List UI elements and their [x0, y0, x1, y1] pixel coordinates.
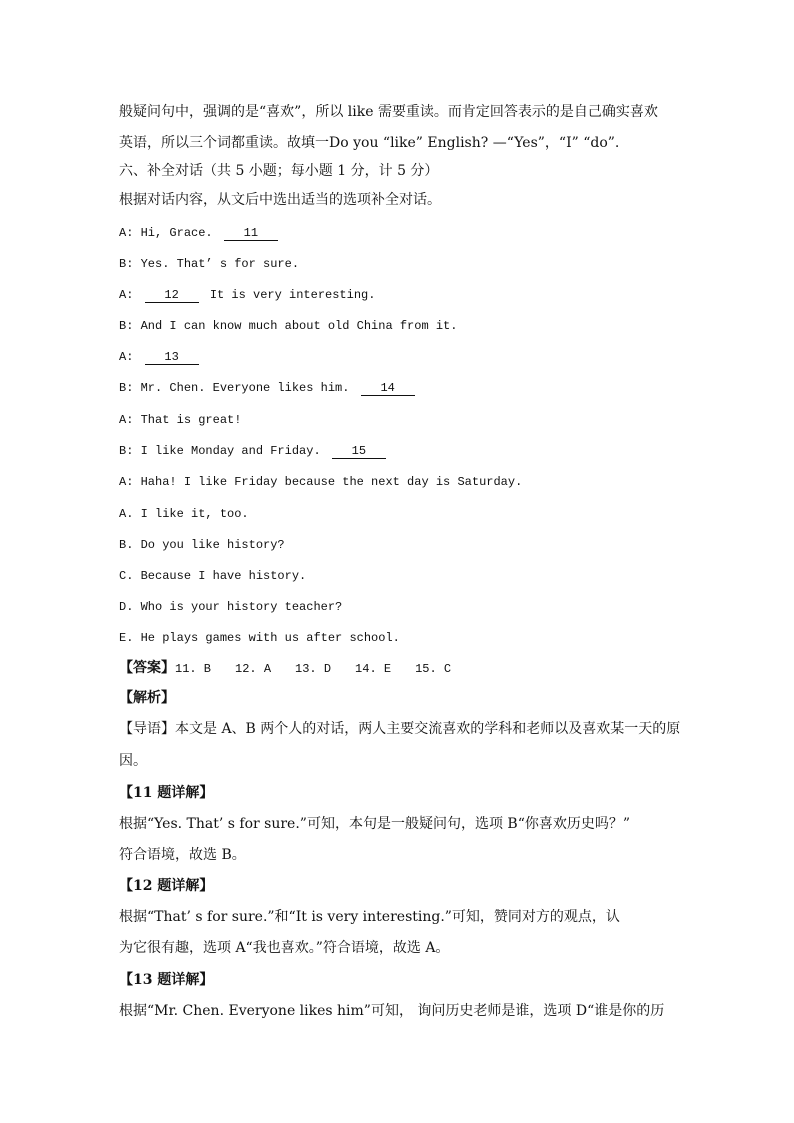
- speaker-label: B:: [119, 444, 134, 458]
- option-text: Do you like history?: [140, 538, 285, 552]
- paragraph-line: 英语，所以三个词都重读。故填一Do you “like” English? —“Yes”，“I” “do”.: [119, 135, 620, 151]
- dialogue-text: Mr. Chen. Everyone likes him.: [140, 381, 350, 395]
- dialogue-line: [119, 254, 299, 274]
- dialogue-text: Haha! I like Friday because the next day is Saturday.: [140, 475, 523, 489]
- answer-blank: 13: [145, 350, 199, 365]
- option-letter: C.: [119, 569, 134, 583]
- dialogue-text: I like Monday and Friday.: [140, 444, 321, 458]
- answer-item: 11. B: [175, 662, 212, 676]
- answer-item: 12. A: [235, 662, 272, 676]
- dialogue-line: [119, 223, 282, 243]
- dialogue-line: [119, 472, 522, 492]
- guide-line: 因。: [119, 753, 147, 769]
- dialogue-line: [119, 378, 419, 398]
- option-text: Who is your history teacher?: [140, 600, 343, 614]
- dialogue-line: [119, 410, 241, 430]
- speaker-label: A:: [119, 475, 134, 489]
- answer-blank: 14: [361, 381, 415, 396]
- dialogue-line: [119, 347, 203, 367]
- detail-heading: 【12 题详解】: [119, 878, 214, 894]
- speaker-label: B:: [119, 257, 134, 271]
- option-text: Because I have history.: [140, 569, 307, 583]
- speaker-label: A:: [119, 288, 134, 302]
- dialogue-line: [119, 285, 375, 305]
- detail-line: 根据“That’ s for sure.”和“It is very interesting.”可知，赞同对方的观点，认: [119, 909, 620, 925]
- option-letter: D.: [119, 600, 134, 614]
- analysis-label: 【解析】: [119, 690, 175, 706]
- answer-item: 13. D: [295, 662, 332, 676]
- dialogue-text: Hi, Grace.: [140, 226, 213, 240]
- speaker-label: A:: [119, 350, 134, 364]
- detail-line: 为它很有趣，选项 A“我也喜欢。”符合语境，故选 A。: [119, 940, 450, 956]
- guide-label: 【导语】: [119, 721, 175, 737]
- dialogue-text: Yes. That’ s for sure.: [140, 257, 300, 271]
- dialogue-text: And I can know much about old China from it.: [140, 319, 458, 333]
- option-text: I like it, too.: [140, 507, 249, 521]
- option-item: [119, 566, 306, 586]
- option-item: [119, 628, 400, 648]
- detail-line: 根据“Yes. That’ s for sure.”可知，本句是一般疑问句，选项 B“你喜欢历史吗？”: [119, 816, 631, 832]
- answer-blank: 12: [145, 288, 199, 303]
- answer-label: 【答案】: [119, 660, 175, 676]
- answer-blank: 11: [224, 226, 278, 241]
- guide-text: 本文是 A、B 两个人的对话，两人主要交流喜欢的学科和老师以及喜欢某一天的原: [175, 721, 681, 737]
- speaker-label: A:: [119, 226, 134, 240]
- speaker-label: A:: [119, 413, 134, 427]
- detail-line: 符合语境，故选 B。: [119, 847, 246, 863]
- dialogue-text: It is very interesting.: [209, 288, 376, 302]
- option-item: [119, 535, 285, 555]
- answer-blank: 15: [332, 444, 386, 459]
- option-text: He plays games with us after school.: [140, 631, 400, 645]
- guide-line: [119, 719, 680, 739]
- option-item: [119, 504, 249, 524]
- dialogue-line: [119, 441, 390, 461]
- speaker-label: B:: [119, 381, 134, 395]
- dialogue-line: [119, 316, 457, 336]
- answer-item: 15. C: [415, 662, 452, 676]
- option-letter: B.: [119, 538, 134, 552]
- answer-line: [119, 658, 475, 678]
- paragraph-line: 般疑问句中，强调的是“喜欢”，所以 like 需要重读。而肯定回答表示的是自己确实喜欢: [119, 104, 658, 120]
- option-item: [119, 597, 342, 617]
- answer-item: 14. E: [355, 662, 392, 676]
- detail-heading: 【13 题详解】: [119, 972, 214, 988]
- section-heading: 六、补全对话（共 5 小题；每小题 1 分，计 5 分）: [119, 163, 439, 179]
- dialogue-text: That is great!: [140, 413, 242, 427]
- option-letter: A.: [119, 507, 134, 521]
- detail-line: 根据“Mr. Chen. Everyone likes him”可知， 询问历史老师是谁，选项 D“谁是你的历: [119, 1003, 665, 1019]
- detail-heading: 【11 题详解】: [119, 785, 214, 801]
- option-letter: E.: [119, 631, 134, 645]
- section-instruction: 根据对话内容，从文后中选出适当的选项补全对话。: [119, 192, 441, 208]
- speaker-label: B:: [119, 319, 134, 333]
